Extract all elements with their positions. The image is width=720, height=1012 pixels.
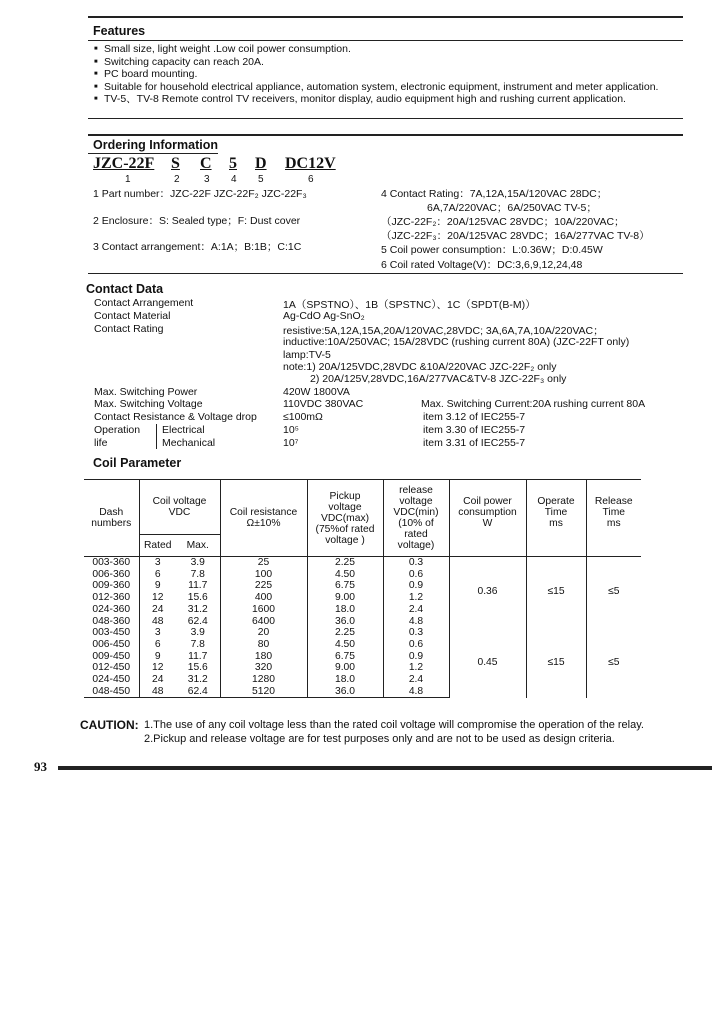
life-label: life: [94, 437, 108, 449]
header-op-3: ms: [549, 518, 563, 529]
model-part-5: D: [255, 155, 267, 172]
header-rl-3: ms: [606, 518, 621, 529]
header-cv-2: VDC: [168, 507, 191, 519]
cell-rated: 48: [139, 686, 176, 698]
features-rule: [88, 40, 683, 41]
cell-pickup: 4.50: [307, 569, 383, 581]
electrical-value: 10⁵: [283, 424, 300, 436]
cell-power: 0.36: [449, 557, 526, 628]
cell-rated: 24: [139, 674, 176, 686]
part-number-3: 3: [204, 174, 210, 185]
cell-max: 11.7: [188, 650, 208, 662]
model-part-2: S: [171, 155, 180, 172]
cell-max: 15.6: [187, 592, 208, 604]
cell-pickup: 18.0: [307, 674, 383, 686]
ordering-right-3: （JZC-22F₂：20A/125VAC 28VDC；10A/220VAC；: [381, 216, 625, 228]
cell-operate: ≤15: [526, 627, 586, 698]
contact-title: Contact Data: [86, 282, 164, 296]
header-coil-voltage: [139, 480, 220, 535]
header-dash-2: numbers: [91, 518, 132, 529]
header-rel-5: rated: [404, 529, 428, 540]
ordering-right-5: 5 Coil power consumption：L:0.36W；D:0.45W: [381, 244, 603, 256]
cell-operate: ≤15: [526, 557, 586, 628]
ordering-title: Ordering Information: [93, 138, 218, 152]
cell-dash: 009-360: [92, 580, 131, 592]
header-power: [449, 480, 526, 557]
header-rl-1: Release: [594, 496, 633, 507]
header-operate-time: [526, 480, 586, 557]
cell-max: 11.7: [188, 580, 208, 592]
contact-rating-inductive: inductive:10A/250VAC; 15A/28VDC (rushing current 80A) (JZC-22FT only): [283, 336, 630, 348]
cell-max: 62.4: [176, 686, 220, 698]
part-number-5: 5: [258, 174, 264, 185]
features-title: Features: [93, 24, 146, 38]
resistance-ref: item 3.12 of IEC255-7: [423, 411, 526, 423]
cell-resistance: 225: [220, 580, 307, 592]
feature-item: ■ Suitable for household electrical appliance, automation system, electronic equipment, instrument and meter application.: [104, 81, 658, 94]
electrical-label: Electrical: [162, 424, 205, 436]
resistance-value: ≤100mΩ: [283, 411, 323, 423]
cell-release: 4.8: [383, 616, 449, 628]
header-pick-4: (75%of rated: [315, 523, 375, 535]
cell-pickup: 9.00: [307, 662, 383, 674]
header-pick-1: Pickup: [329, 490, 361, 502]
caution-label: CAUTION:: [80, 718, 139, 732]
header-rel-4: (10% of: [398, 518, 434, 529]
coil-table: [84, 479, 641, 698]
page-number: 93: [34, 759, 47, 774]
features-list: [104, 43, 658, 106]
cell-max: 3.9: [190, 627, 205, 639]
contact-rating-value: resistive:5A,12A,15A,20A/120VAC,28VDC; 3A,6A,7A,10A/220VAC；: [283, 325, 604, 337]
part-number-2: 2: [174, 174, 180, 185]
cell-resistance: 80: [220, 639, 307, 651]
header-dash: [84, 480, 139, 557]
operation-divider: [156, 424, 157, 449]
cell-power: 0.45: [449, 627, 526, 698]
header-res-2: Ω±10%: [246, 518, 281, 529]
contact-rating-lamp: lamp:TV-5: [283, 349, 331, 361]
operation-label: Operation: [94, 424, 141, 436]
ordering-right-2: 6A,7A/220VAC；6A/250VAC TV-5；: [427, 202, 597, 214]
cell-release: 1.2: [383, 662, 449, 674]
cell-release: 0.6: [383, 639, 449, 651]
footer-rule: [58, 766, 712, 770]
header-cv-1: Coil voltage: [152, 496, 207, 508]
cell-dash: 006-450: [92, 638, 131, 650]
features-bottom-rule: [88, 118, 683, 119]
resistance-label: Contact Resistance & Voltage drop: [94, 411, 257, 423]
header-pick-3: VDC(max): [320, 512, 370, 524]
electrical-ref: item 3.30 of IEC255-7: [423, 424, 526, 436]
max-current: Max. Switching Current:20A rushing current 80A: [421, 398, 646, 410]
section-divider: [88, 134, 683, 136]
ordering-title-rule: [88, 153, 218, 154]
header-pow-1: Coil power: [463, 496, 512, 507]
cell-dash: 024-360: [92, 603, 131, 615]
cell-release: 0.3: [383, 557, 449, 569]
cell-dash: 012-450: [92, 662, 131, 674]
header-release-voltage: [383, 480, 449, 557]
cell-rated: 48: [139, 616, 176, 628]
cell-pickup: 9.00: [307, 592, 383, 604]
cell-rated: 9: [139, 580, 176, 592]
cell-max: 62.4: [187, 615, 208, 627]
header-pick-2: voltage: [328, 501, 362, 513]
ordering-left-3: 3 Contact arrangement：A:1A；B:1B；C:1C: [93, 241, 302, 253]
header-rel-1: release: [399, 485, 433, 496]
model-part-6: DC12V: [285, 155, 336, 172]
header-release-time: [586, 480, 641, 557]
cell-release: 1.2: [383, 592, 449, 604]
part-number-6: 6: [308, 174, 314, 185]
cell-pickup: 4.50: [307, 639, 383, 651]
cell-pickup: 6.75: [307, 651, 383, 663]
ordering-left-1: 1 Part number：JZC-22F JZC-22F₂ JZC-22F₃: [93, 188, 307, 200]
cell-pickup: 36.0: [307, 616, 383, 628]
cell-resistance: 25: [220, 557, 307, 569]
mechanical-ref: item 3.31 of IEC255-7: [423, 437, 526, 449]
max-power-label: Max. Switching Power: [94, 386, 198, 398]
cell-dash: 048-360: [92, 615, 131, 627]
cell-dash: 048-450: [84, 686, 139, 698]
cell-pickup: 6.75: [307, 580, 383, 592]
contact-rating-note1: note:1) 20A/125VDC,28VDC &10A/220VAC JZC-22F₂ only: [283, 361, 557, 373]
ordering-right-6: 6 Coil rated Voltage(V)：DC:3,6,9,12,24,48: [381, 259, 583, 271]
header-dash-1: Dash: [99, 507, 124, 518]
cell-rated: 3: [139, 627, 176, 639]
cell-pickup: 2.25: [307, 557, 383, 569]
header-op-1: Operate: [537, 496, 575, 507]
model-part-3: C: [200, 155, 212, 172]
contact-rating-note2: 2) 20A/125V,28VDC,16A/277VAC&TV-8 JZC-22F₃ only: [310, 373, 567, 385]
contact-arrangement-label: Contact Arrangement: [94, 297, 194, 309]
caution-line-1: 1.The use of any coil voltage less than the rated coil voltage will compromise the operation of the relay.: [144, 719, 644, 731]
ordering-left-2: 2 Enclosure：S: Sealed type；F: Dust cover: [93, 215, 301, 227]
header-op-2: Time: [544, 507, 568, 518]
cell-resistance: 1280: [220, 674, 307, 686]
cell-rated: 12: [139, 592, 176, 604]
ordering-bottom-rule: [88, 273, 683, 274]
contact-rating-label: Contact Rating: [94, 323, 164, 335]
cell-dash: 009-450: [92, 650, 131, 662]
coil-title: Coil Parameter: [93, 456, 182, 470]
mechanical-label: Mechanical: [162, 437, 216, 449]
header-pow-2: consumption: [458, 507, 517, 518]
max-voltage-label: Max. Switching Voltage: [94, 398, 203, 410]
feature-item: ■ Small size, light weight .Low coil power consumption.: [104, 43, 658, 56]
contact-arrangement-value: 1A（SPSTNO）、1B（SPSTNC）、1C（SPDT(B-M)）: [283, 299, 536, 311]
caution-line-2: 2.Pickup and release voltage are for test purposes only and are not to be used as design criteria.: [144, 733, 615, 745]
cell-max: 15.6: [187, 662, 208, 674]
table-row: [84, 557, 641, 569]
cell-resistance: 180: [220, 651, 307, 663]
header-rl-2: Time: [602, 507, 625, 518]
cell-resistance: 5120: [220, 686, 307, 698]
cell-resistance: 6400: [220, 616, 307, 628]
header-rel-3: VDC(min): [393, 507, 439, 518]
cell-release: 2.4: [383, 674, 449, 686]
model-part-4: 5: [229, 155, 237, 172]
cell-release-time: ≤5: [586, 557, 641, 628]
cell-release: 0.3: [383, 627, 449, 639]
mechanical-value: 10⁷: [283, 437, 299, 449]
contact-material-value: Ag-CdO Ag-SnO₂: [283, 310, 365, 322]
table-row: [84, 627, 641, 639]
header-resistance: [220, 480, 307, 557]
cell-resistance: 1600: [220, 604, 307, 616]
cell-max: 7.8: [190, 568, 205, 580]
header-rated: Rated: [139, 535, 176, 557]
header-pow-3: W: [482, 518, 493, 529]
cell-resistance: 320: [220, 662, 307, 674]
cell-max: 7.8: [190, 638, 205, 650]
top-rule: [88, 16, 683, 18]
part-number-1: 1: [125, 174, 131, 185]
cell-rated: 9: [139, 651, 176, 663]
cell-resistance: 20: [220, 627, 307, 639]
cell-release-time: ≤5: [586, 627, 641, 698]
contact-material-label: Contact Material: [94, 310, 171, 322]
cell-release: 0.9: [383, 651, 449, 663]
part-number-4: 4: [231, 174, 237, 185]
cell-dash: 024-450: [92, 674, 131, 686]
header-res-1: Coil resistance: [229, 507, 298, 518]
cell-release: 2.4: [383, 604, 449, 616]
cell-pickup: 36.0: [307, 686, 383, 698]
cell-resistance: 400: [220, 592, 307, 604]
cell-release: 0.9: [383, 580, 449, 592]
cell-rated: 6: [139, 639, 176, 651]
cell-dash: 006-360: [92, 568, 131, 580]
model-part-1: JZC-22F: [93, 155, 155, 172]
cell-dash: 012-360: [92, 592, 131, 604]
ordering-right-4: （JZC-22F₃：20A/125VAC 28VDC；16A/277VAC TV-8）: [381, 230, 650, 242]
max-power-value: 420W 1800VA: [283, 386, 350, 398]
cell-max: 3.9: [190, 557, 205, 568]
header-rel-6: voltage): [397, 540, 435, 551]
cell-rated: 24: [139, 604, 176, 616]
header-max: Max.: [176, 535, 220, 557]
cell-rated: 6: [139, 569, 176, 581]
header-pickup: [307, 480, 383, 557]
feature-item: ■ PC board mounting.: [104, 68, 658, 81]
cell-release: 0.6: [383, 569, 449, 581]
cell-pickup: 2.25: [307, 627, 383, 639]
cell-resistance: 100: [220, 569, 307, 581]
cell-rated: 3: [139, 557, 176, 569]
ordering-right-1: 4 Contact Rating：7A,12A,15A/120VAC 28DC；: [381, 188, 608, 200]
cell-max: 31.2: [187, 603, 208, 615]
cell-release: 4.8: [383, 686, 449, 698]
cell-pickup: 18.0: [307, 604, 383, 616]
max-voltage-value: 110VDC 380VAC: [283, 398, 364, 410]
header-pick-5: voltage ): [325, 534, 365, 546]
cell-dash: 003-450: [92, 627, 131, 639]
cell-dash: 003-360: [92, 557, 131, 568]
feature-item: ■ TV-5、TV-8 Remote control TV receivers, monitor display, audio equipment high and rushing current application.: [104, 93, 658, 106]
cell-rated: 12: [139, 662, 176, 674]
feature-item: ■ Switching capacity can reach 20A.: [104, 56, 658, 69]
header-rel-2: voltage: [399, 496, 433, 507]
cell-max: 31.2: [187, 674, 208, 686]
